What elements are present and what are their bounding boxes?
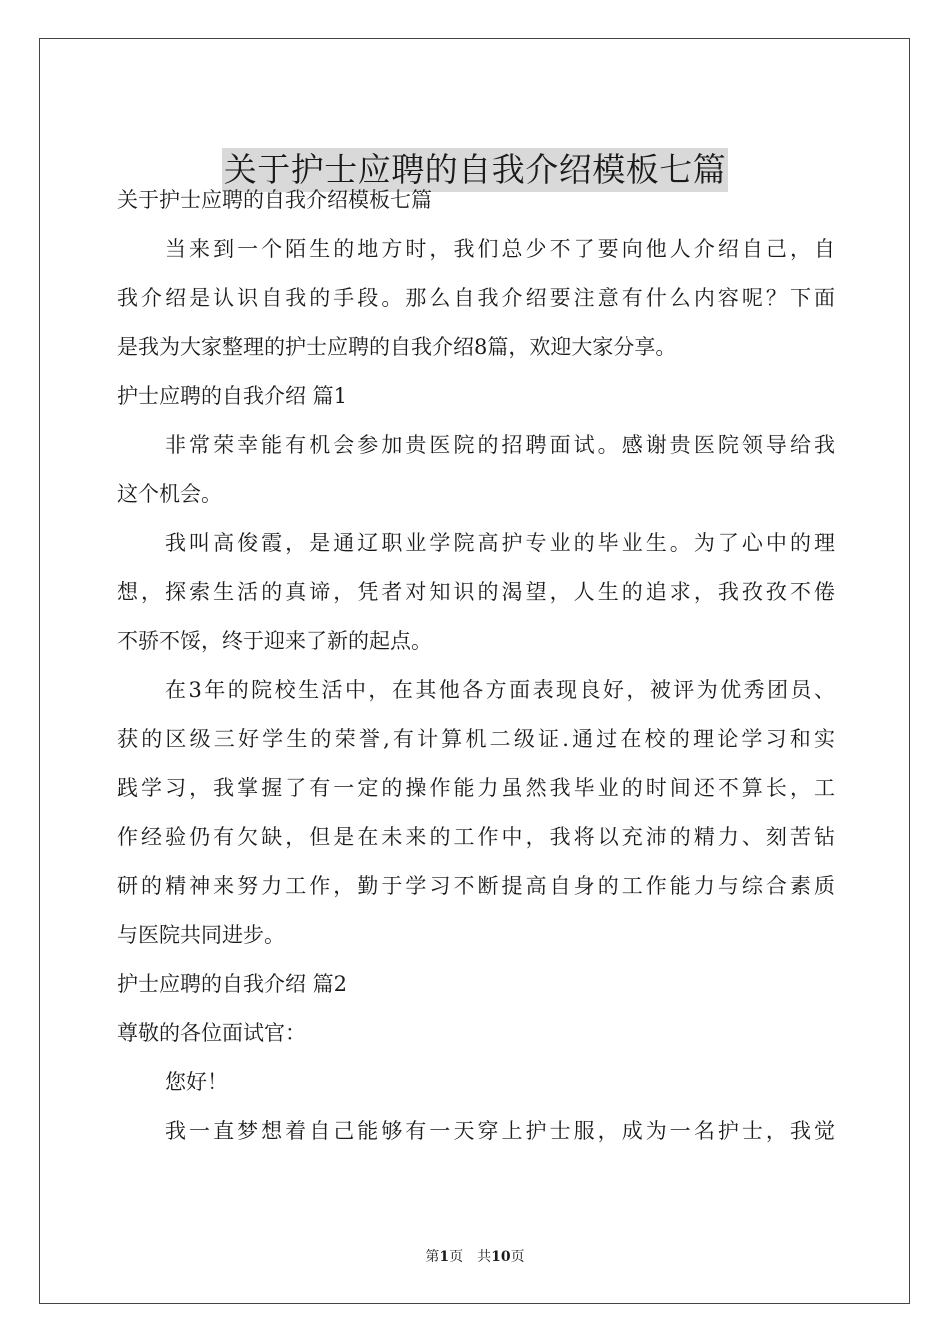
text-line: 护士应聘的自我介绍 篇2 [117, 972, 348, 996]
footer-total-pages: 10 [491, 1249, 511, 1265]
text-line: 非常荣幸能有机会参加贵医院的招聘面试。感谢贵医院领导给我 [165, 433, 835, 457]
text-line: 我介绍是认识自我的手段。那么自我介绍要注意有什么内容呢？下面 [117, 286, 835, 310]
text-line: 与医院共同进步。 [117, 923, 285, 947]
text-line: 我叫高俊霞，是通辽职业学院高护专业的毕业生。为了心中的理 [165, 531, 835, 555]
text-line: 我一直梦想着自己能够有一天穿上护士服，成为一名护士，我觉 [165, 1119, 835, 1143]
text-line: 想，探索生活的真谛，凭者对知识的渴望，人生的追求，我孜孜不倦 [117, 580, 835, 604]
text-line: 这个机会。 [117, 482, 222, 506]
footer-mid: 页 共 [449, 1249, 492, 1265]
footer-page-number: 1 [439, 1249, 450, 1265]
text-line: 关于护士应聘的自我介绍模板七篇 [117, 188, 432, 212]
document-body [117, 176, 835, 1156]
text-line: 不骄不馁，终于迎来了新的起点。 [117, 629, 432, 653]
text-line: 获的区级三好学生的荣誉,有计算机二级证.通过在校的理论学习和实 [117, 727, 835, 751]
footer-suffix: 页 [510, 1249, 525, 1265]
text-line: 是我为大家整理的护士应聘的自我介绍8篇，欢迎大家分享。 [117, 335, 677, 359]
text-line: 研的精神来努力工作，勤于学习不断提高自身的工作能力与综合素质 [117, 874, 835, 898]
document-title: 关于护士应聘的自我介绍模板七篇 [222, 148, 729, 192]
text-line: 作经验仍有欠缺，但是在未来的工作中，我将以充沛的精力、刻苦钻 [117, 825, 835, 849]
text-line: 您好！ [165, 1070, 228, 1094]
text-line: 当来到一个陌生的地方时，我们总少不了要向他人介绍自己，自 [165, 237, 835, 261]
text-line: 践学习，我掌握了有一定的操作能力虽然我毕业的时间还不算长，工 [117, 776, 835, 800]
text-line: 护士应聘的自我介绍 篇1 [117, 384, 348, 408]
page-footer [0, 1246, 950, 1266]
footer-prefix: 第 [425, 1249, 440, 1265]
text-line: 尊敬的各位面试官： [117, 1021, 306, 1045]
text-line: 在3年的院校生活中，在其他各方面表现良好，被评为优秀团员、 [165, 678, 835, 702]
